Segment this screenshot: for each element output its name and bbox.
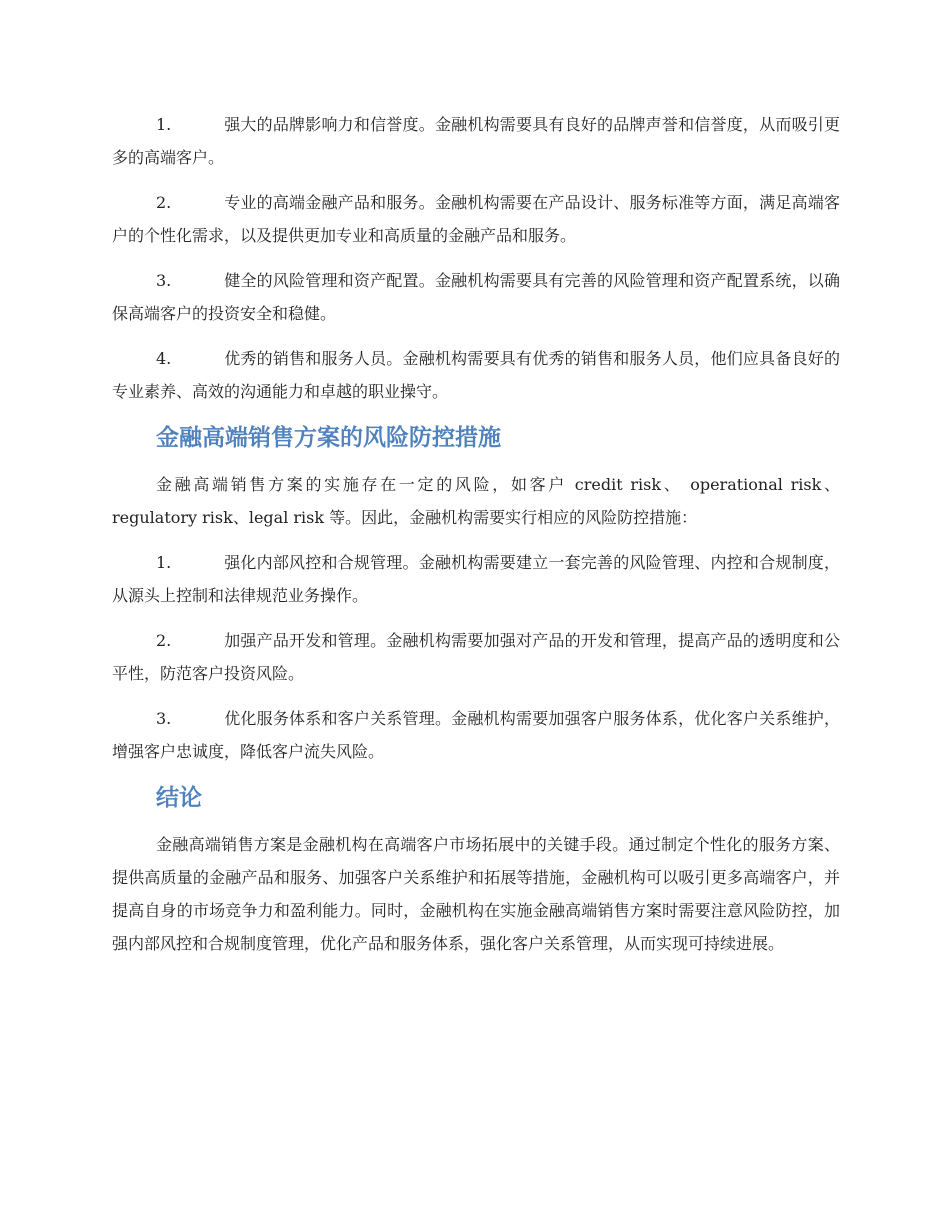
list-number: 2.	[156, 631, 172, 650]
list-text: 强化内部风控和合规管理。金融机构需要建立一套完善的风险管理、内控和合规制度，从源头上控制和法律规范业务操作。	[112, 553, 840, 605]
list-item	[112, 624, 840, 690]
list-item	[112, 702, 840, 768]
list-item	[112, 264, 840, 330]
list-number: 4.	[156, 349, 172, 368]
list-number: 1.	[156, 115, 172, 134]
list-text: 专业的高端金融产品和服务。金融机构需要在产品设计、服务标准等方面，满足高端客户的个性化需求，以及提供更加专业和高质量的金融产品和服务。	[112, 193, 840, 245]
list-text: 优秀的销售和服务人员。金融机构需要具有优秀的销售和服务人员，他们应具备良好的专业素养、高效的沟通能力和卓越的职业操守。	[112, 349, 840, 401]
list-item	[112, 342, 840, 408]
section-heading-risk: 金融高端销售方案的风险防控措施	[156, 425, 501, 451]
list-text: 健全的风险管理和资产配置。金融机构需要具有完善的风险管理和资产配置系统，以确保高端客户的投资安全和稳健。	[112, 271, 840, 323]
section-heading-conclusion: 结论	[156, 785, 202, 811]
document-content	[112, 108, 840, 972]
list-number: 3.	[156, 271, 172, 290]
list-item	[112, 186, 840, 252]
list-number: 2.	[156, 193, 172, 212]
list-item	[112, 546, 840, 612]
list-text: 优化服务体系和客户关系管理。金融机构需要加强客户服务体系，优化客户关系维护，增强客户忠诚度，降低客户流失风险。	[112, 709, 840, 761]
list-item	[112, 108, 840, 174]
list-text: 强大的品牌影响力和信誉度。金融机构需要具有良好的品牌声誉和信誉度，从而吸引更多的高端客户。	[112, 115, 840, 167]
list-number: 1.	[156, 553, 172, 572]
risk-intro-paragraph: 金融高端销售方案的实施存在一定的风险，如客户 credit risk、 operational risk、regulatory risk、legal risk 等。因此，金融机构需要实行相应的风险防控措施：	[112, 475, 840, 527]
conclusion-paragraph: 金融高端销售方案是金融机构在高端客户市场拓展中的关键手段。通过制定个性化的服务方案、提供高质量的金融产品和服务、加强客户关系维护和拓展等措施，金融机构可以吸引更多高端客户，并提高自身的市场竞争力和盈利能力。同时，金融机构在实施金融高端销售方案时需要注意风险防控，加强内部风控和合规制度管理，优化产品和服务体系，强化客户关系管理，从而实现可持续进展。	[112, 835, 840, 953]
list-text: 加强产品开发和管理。金融机构需要加强对产品的开发和管理，提高产品的透明度和公平性，防范客户投资风险。	[112, 631, 840, 683]
list-number: 3.	[156, 709, 172, 728]
